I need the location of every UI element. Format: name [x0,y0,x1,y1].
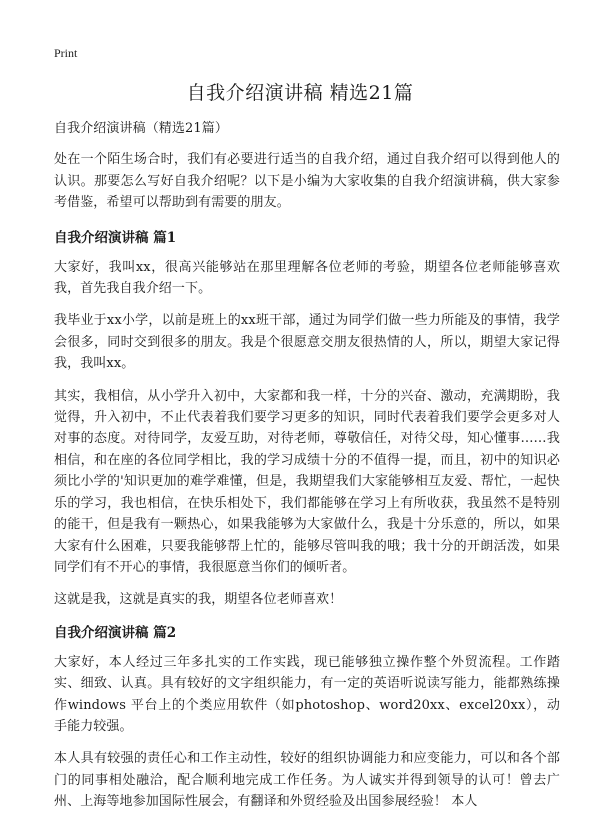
print-link[interactable]: Print [54,46,78,60]
page-title: 自我介绍演讲稿 精选21篇 [186,82,414,104]
section-heading: 自我介绍演讲稿 篇2 [54,624,177,641]
article-subtitle: 自我介绍演讲稿（精选21篇） [54,121,228,136]
paragraph: 大家好，本人经过三年多扎实的工作实践，现已能够独立操作整个外贸流程。工作踏实、细致、认真。具有较好的文字组织能力，有一定的英语听说读写能力，能都熟练操作windows 平台上的个类应用软件（如photoshop、word20xx、excel20xx），动手能力较强。 [54,654,560,734]
paragraph: 这就是我，这就是真实的我，期望各位老师喜欢！ [54,592,343,608]
paragraph: 我毕业于xx小学，以前是班上的xx班干部，通过为同学们做一些力所能及的事情，我学会很多，同时交到很多的朋友。我是个很愿意交朋友很热情的人，所以，期望大家记得我，我叫xx。 [54,313,560,372]
paragraph: 大家好，我叫xx，很高兴能够站在那里理解各位老师的考验，期望各位老师能够喜欢我，首先我自我介绍一下。 [54,259,560,297]
section-1 [54,227,560,611]
paragraph: 其实，我相信，从小学升入初中，大家都和我一样，十分的兴奋、激动，充满期盼，我觉得，升入初中，不止代表着我们要学习更多的知识，同时代表着我们要学会更多对人对事的态度。对待同学，友爱互助，对待老师，尊敬信任，对待父母，知心懂事……我相信，和在座的各位同学相比，我的学习成绩十分的不值得一提，而且，初中的知识必须比小学的'知识更加的难学难懂，但是，我期望我们大家能够相互友爱、帮忙，一起快乐的学习，我也相信，在快乐相处下，我们都能够在学习上有所收获，我虽然不是特别的能干，但是我有一颗热心，如果我能够为大家做什么，我是十分乐意的，所以，如果大家有什么困难，只要我能够帮上忙的，能够尽管叫我的哦；我十分的开朗活泼，如果同学们有不开心的事情，我很愿意当你们的倾听者。 [54,388,560,575]
section-heading: 自我介绍演讲稿 篇1 [54,229,177,246]
section-2 [54,622,560,813]
paragraph: 本人具有较强的责任心和工作主动性，较好的组织协调能力和应变能力，可以和各个部门的同事相处融洽，配合顺利地完成工作任务。为人诚实并得到领导的认可！曾去广州、上海等地参加国际性展会，有翻译和外贸经验及出国参展经验！ 本人 [54,751,560,810]
article-body [54,118,560,824]
intro-paragraph: 处在一个陌生场合时，我们有必要进行适当的自我介绍，通过自我介绍可以得到他人的认识。那要怎么写好自我介绍呢？以下是小编为大家收集的自我介绍演讲稿，供大家参考借鉴，希望可以帮助到有需要的朋友。 [54,152,560,211]
